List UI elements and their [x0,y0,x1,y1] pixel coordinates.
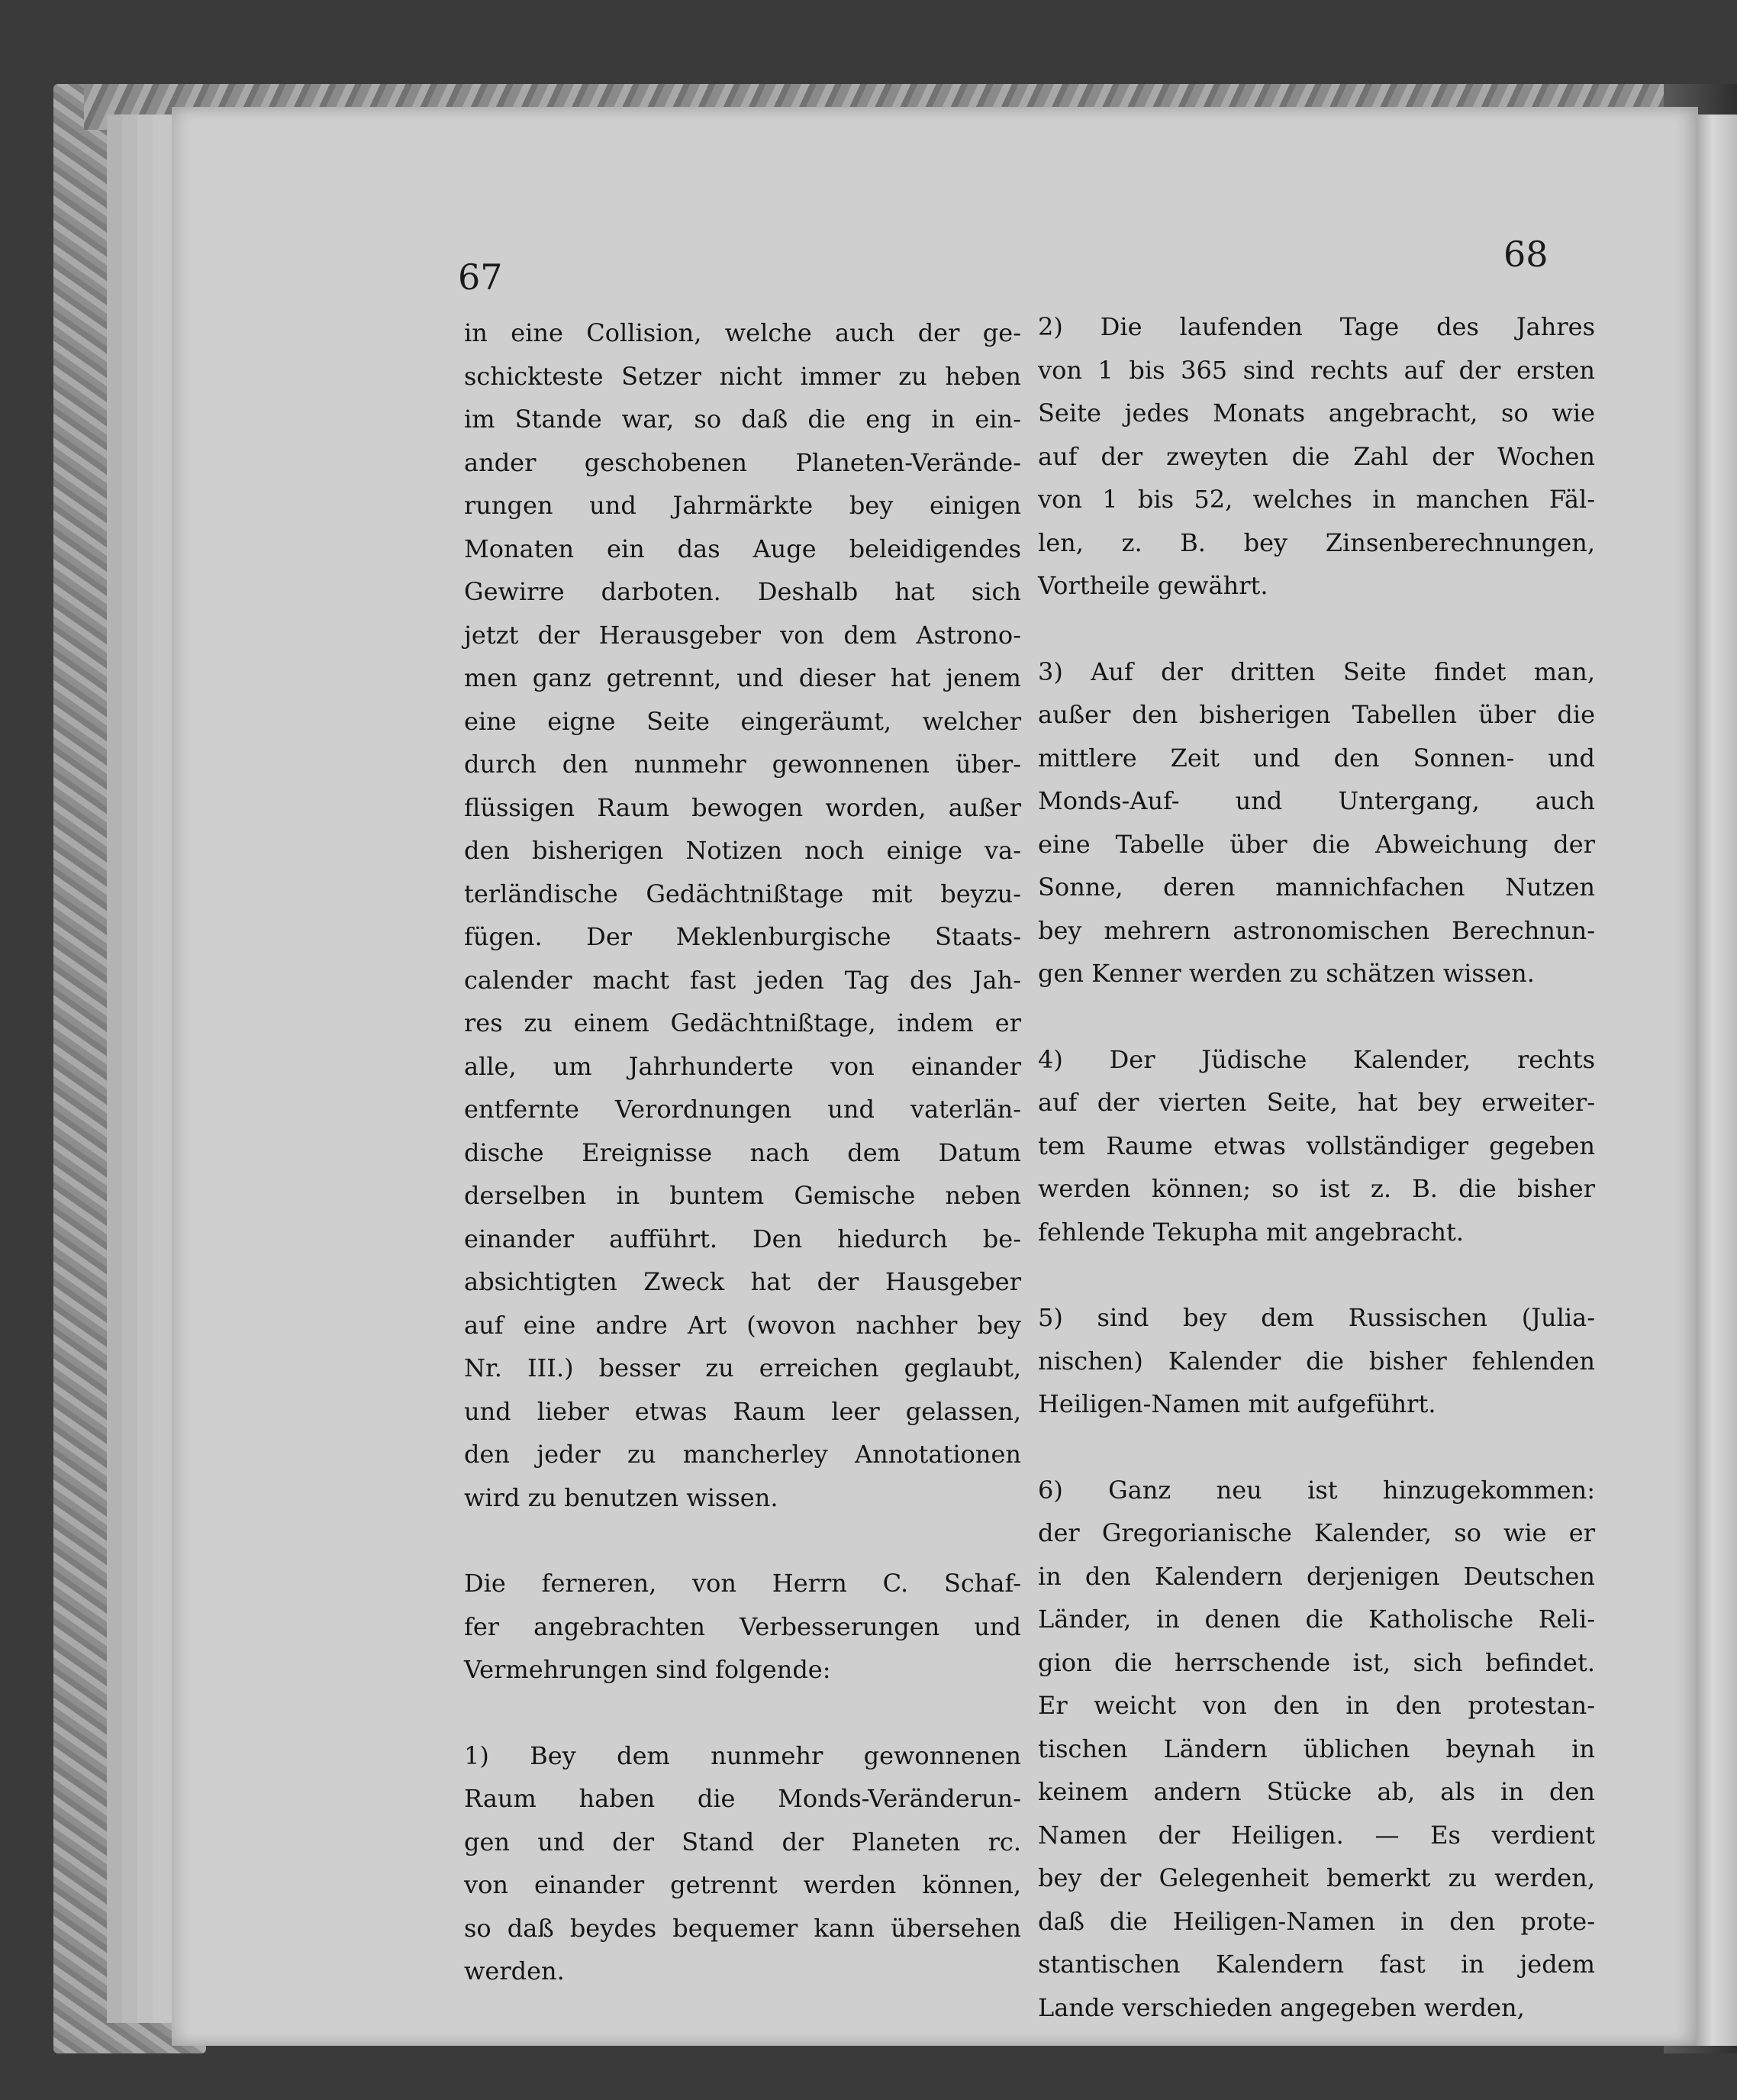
page-number-right: 68 [1503,234,1548,275]
numbered-item-3 [1038,650,1595,995]
text-line: Vortheile gewährt. [1038,571,1268,600]
right-page-edge [1696,115,1737,2046]
text-line: gen Kenner werden zu schätzen wissen. [1038,959,1535,988]
text-line: 4) Der Jüdische Kalender, rechts [1038,1044,1595,1074]
text-line: Nr. III.) besser zu erreichen geglaubt, [464,1353,1021,1382]
text-line: der Gregorianische Kalender, so wie er [1038,1518,1595,1547]
text-line: derselben in buntem Gemische neben [464,1181,1021,1210]
text-line: gion die herrschende ist, sich befindet. [1038,1647,1595,1677]
text-line: keinem andern Stücke ab, als in den [1038,1777,1595,1806]
text-line: von einander getrennt werden können, [464,1870,1021,1899]
text-line: jetzt der Herausgeber von dem Astrono- [464,620,1021,650]
numbered-item-4 [1038,1038,1595,1254]
text-line: 5) sind bey dem Russischen (Julia- [1038,1303,1595,1332]
text-line: in eine Collision, welche auch der ge- [464,318,1021,347]
text-line: bey mehrern astronomischen Berechnun- [1038,915,1595,945]
text-line: auf eine andre Art (wovon nachher bey [464,1310,1021,1340]
text-line: werden können; so ist z. B. die bisher [1038,1174,1595,1203]
text-line: eine eigne Seite eingeräumt, welcher [464,706,1021,736]
text-line: auf der vierten Seite, hat bey erweiter- [1038,1088,1595,1117]
text-line: außer den bisherigen Tabellen über die [1038,700,1595,729]
text-line: im Stande war, so daß die eng in ein- [464,405,1021,434]
text-line: flüssigen Raum bewogen worden, außer [464,792,1021,822]
text-line: bey der Gelegenheit bemerkt zu werden, [1038,1863,1595,1892]
text-line: Sonne, deren mannichfachen Nutzen [1038,873,1595,902]
text-line: terländische Gedächtnißtage mit beyzu- [464,879,1021,908]
text-line: Er weicht von den in den protestan- [1038,1691,1595,1720]
text-line: Seite jedes Monats angebracht, so wie [1038,398,1595,427]
text-line: rungen und Jahrmärkte bey einigen [464,491,1021,520]
text-line: Raum haben die Monds-Veränderun- [464,1784,1021,1813]
text-line: Namen der Heiligen. — Es verdient [1038,1820,1595,1850]
text-line: 6) Ganz neu ist hinzugekommen: [1038,1475,1595,1505]
page-number-left: 67 [458,256,503,298]
text-line: so daß beydes bequemer kann übersehen [464,1913,1021,1943]
text-line: durch den nunmehr gewonnenen über- [464,750,1021,779]
right-text-column [1038,305,1595,2029]
text-line: calender macht fast jeden Tag des Jah- [464,965,1021,995]
text-line: 3) Auf der dritten Seite findet man, [1038,656,1595,686]
text-line: 2) Die laufenden Tage des Jahres [1038,312,1595,341]
text-line: den jeder zu mancherley Annotationen [464,1440,1021,1469]
text-line: ander geschobenen Planeten-Verände- [464,447,1021,477]
text-line: Heiligen-Namen mit aufgeführt. [1038,1389,1436,1418]
text-line: werden. [464,1956,565,1985]
text-line: entfernte Verordnungen und vaterlän- [464,1095,1021,1124]
numbered-item-6 [1038,1469,1595,2030]
text-line: gen und der Stand der Planeten rc. [464,1827,1021,1856]
text-line: res zu einem Gedächtnißtage, indem er [464,1008,1021,1037]
text-line: fehlende Tekupha mit angebracht. [1038,1217,1465,1247]
text-line: wird zu benutzen wissen. [464,1482,778,1512]
text-line: Gewirre darboten. Deshalb hat sich [464,577,1021,606]
text-line: von 1 bis 52, welches in manchen Fäl- [1038,485,1595,514]
text-line: auf der zweyten die Zahl der Wochen [1038,441,1595,471]
text-line: einander aufführt. Den hiedurch be- [464,1224,1021,1253]
text-line: men ganz getrennt, und dieser hat jenem [464,663,1021,692]
text-line: fügen. Der Meklenburgische Staats- [464,922,1021,951]
left-text-column [464,311,1021,1993]
text-line: Die ferneren, von Herrn C. Schaf- [464,1569,1021,1598]
text-line: schickteste Setzer nicht immer zu heben [464,361,1021,391]
text-line: stantischen Kalendern fast in jedem [1038,1950,1595,1979]
text-line: Länder, in denen die Katholische Reli- [1038,1605,1595,1634]
text-line: Monds-Auf- und Untergang, auch [1038,786,1595,815]
text-line: eine Tabelle über die Abweichung der [1038,829,1595,859]
paragraph [464,1734,1021,1993]
text-line: 1) Bey dem nunmehr gewonnenen [464,1740,1021,1770]
text-line: Vermehrungen sind folgende: [464,1655,831,1684]
numbered-item-2 [1038,305,1595,608]
text-line: Lande verschieden angegeben werden, [1038,1992,1525,2022]
text-line: den bisherigen Notizen noch einige va- [464,836,1021,865]
text-line: nischen) Kalender die bisher fehlenden [1038,1346,1595,1376]
text-line: alle, um Jahrhunderte von einander [464,1051,1021,1081]
text-line: daß die Heiligen-Namen in den prote- [1038,1906,1595,1936]
text-line: mittlere Zeit und den Sonnen- und [1038,743,1595,773]
text-line: tem Raume etwas vollständiger gegeben [1038,1131,1595,1160]
text-line: und lieber etwas Raum leer gelassen, [464,1396,1021,1426]
text-line: von 1 bis 365 sind rechts auf der ersten [1038,355,1595,385]
text-line: fer angebrachten Verbesserungen und [464,1611,1021,1641]
text-line: absichtigten Zweck hat der Hausgeber [464,1267,1021,1296]
text-line: in den Kalendern derjenigen Deutschen [1038,1561,1595,1591]
numbered-item-5 [1038,1296,1595,1426]
text-line: dische Ereignisse nach dem Datum [464,1137,1021,1167]
text-line: Monaten ein das Auge beleidigendes [464,534,1021,563]
paragraph [464,311,1021,1519]
text-line: tischen Ländern üblichen beynah in [1038,1734,1595,1763]
paragraph [464,1562,1021,1692]
text-line: len, z. B. bey Zinsenberechnungen, [1038,527,1595,557]
